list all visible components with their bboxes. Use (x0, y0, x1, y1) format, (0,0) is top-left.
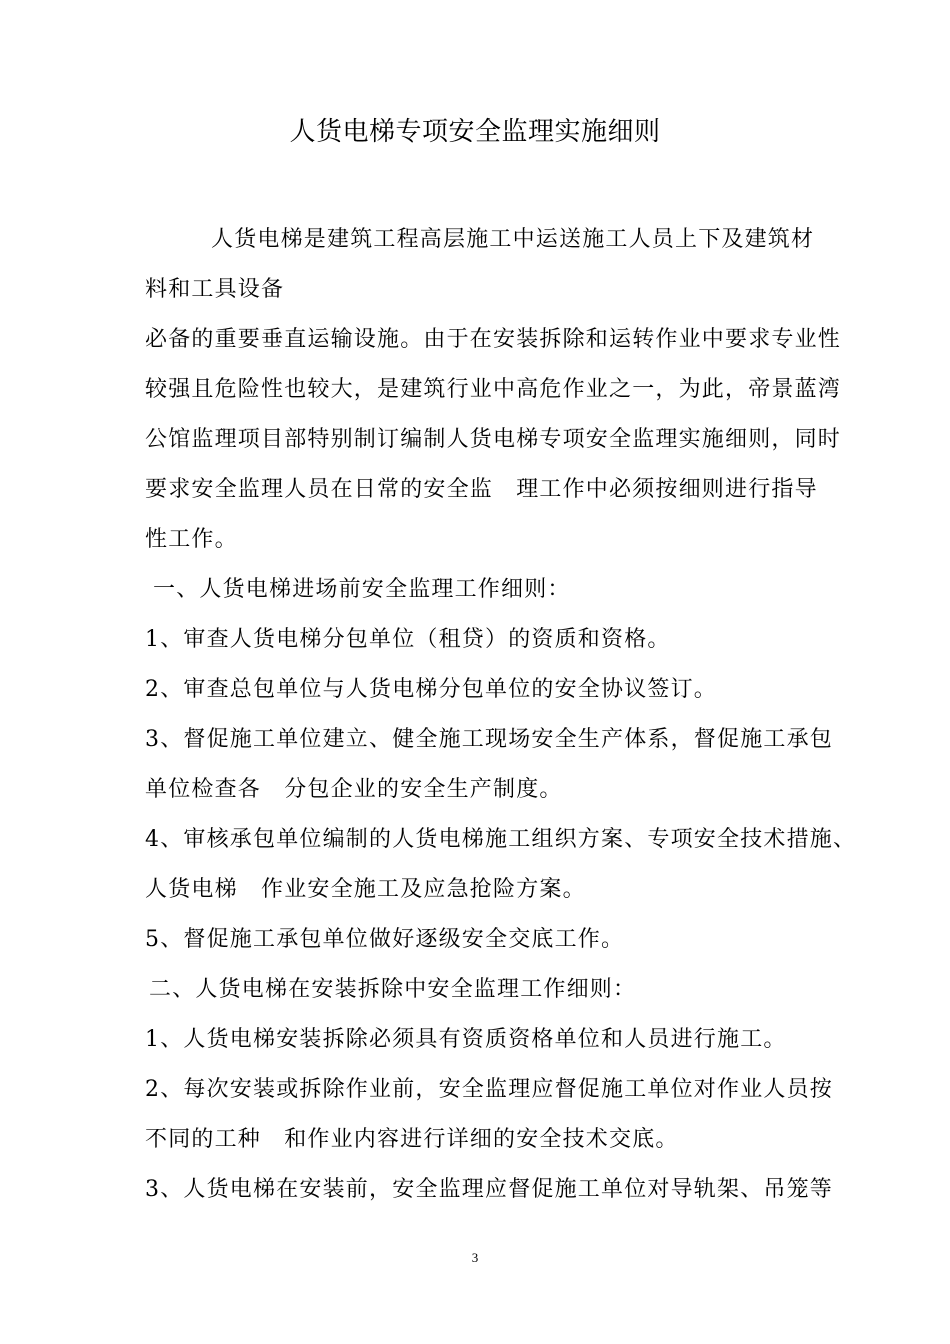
paragraph-line: 必备的重要垂直运输设施。由于在安装拆除和运转作业中要求专业性 (145, 327, 842, 352)
section-heading-1: 一、人货电梯进场前安全监理工作细则： (153, 577, 571, 602)
document-title: 人货电梯专项安全监理实施细则 (289, 117, 661, 147)
document-body (145, 218, 857, 1218)
list-item: 2、每次安装或拆除作业前，安全监理应督促施工单位对作业人员按 (145, 1077, 833, 1102)
list-item: 3、督促施工单位建立、健全施工现场安全生产体系，督促施工承包 (145, 727, 833, 752)
list-item: 1、审查人货电梯分包单位（租贷）的资质和资格。 (145, 627, 671, 652)
list-item: 2、审查总包单位与人货电梯分包单位的安全协议签订。 (145, 677, 717, 702)
paragraph-line: 料和工具设备 (145, 277, 285, 302)
paragraph-line: 公馆监理项目部特别制订编制人货电梯专项安全监理实施细则，同时 (145, 427, 842, 452)
list-item: 4、审核承包单位编制的人货电梯施工组织方案、专项安全技术措施、 (145, 827, 857, 852)
list-item: 5、督促施工承包单位做好逐级安全交底工作。 (145, 927, 625, 952)
paragraph-line: 人货电梯是建筑工程高层施工中运送施工人员上下及建筑材 (211, 227, 815, 252)
page-number: 3 (471, 1250, 479, 1265)
section-heading-2: 二、人货电梯在安装拆除中安全监理工作细则： (149, 977, 637, 1002)
list-item: 3、人货电梯在安装前，安全监理应督促施工单位对导轨架、吊笼等 (145, 1177, 833, 1202)
list-item-continuation: 人货电梯 作业安全施工及应急抢险方案。 (145, 877, 586, 902)
paragraph-line: 性工作。 (145, 527, 238, 552)
list-item-continuation: 单位检查各 分包企业的安全生产制度。 (145, 777, 563, 802)
paragraph-line: 要求安全监理人员在日常的安全监 理工作中必须按细则进行指导 (145, 477, 818, 502)
paragraph-line: 较强且危险性也较大，是建筑行业中高危作业之一，为此，帝景蓝湾 (145, 377, 842, 402)
list-item: 1、人货电梯安装拆除必须具有资质资格单位和人员进行施工。 (145, 1027, 787, 1052)
list-item-continuation: 不同的工种 和作业内容进行详细的安全技术交底。 (145, 1127, 679, 1152)
